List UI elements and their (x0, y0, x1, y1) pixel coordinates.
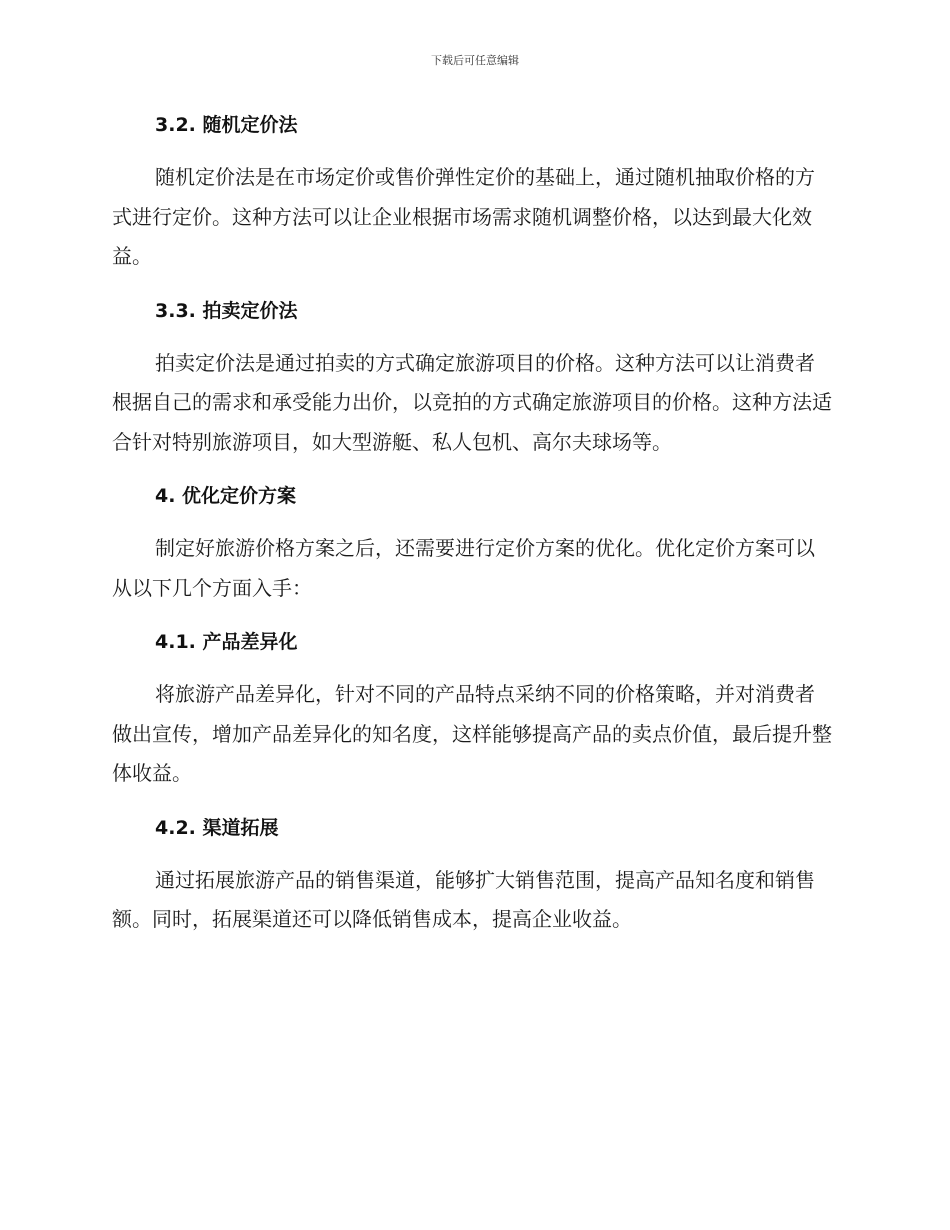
section-paragraph: 将旅游产品差异化，针对不同的产品特点采纳不同的价格策略，并对消费者做出宣传，增加产品差异化的知名度，这样能够提高产品的卖点价值，最后提升整体收益。 (112, 682, 832, 785)
section-product-differentiation (112, 627, 832, 813)
section-paragraph: 拍卖定价法是通过拍卖的方式确定旅游项目的价格。这种方法可以让消费者根据自己的需求和承受能力出价，以竞拍的方式确定旅游项目的价格。这种方法适合针对特别旅游项目，如大型游艇、私人包机、高尔夫球场等。 (112, 350, 832, 454)
section-random-pricing (112, 110, 832, 296)
section-heading: 4.2. 渠道拓展 (155, 816, 279, 839)
section-channel-expansion (112, 813, 832, 940)
section-paragraph: 制定好旅游价格方案之后，还需要进行定价方案的优化。优化定价方案可以从以下几个方面入手： (112, 536, 815, 600)
section-heading: 4. 优化定价方案 (155, 485, 297, 507)
page-header-note: 下载后可任意编辑 (431, 54, 519, 67)
section-heading: 4.1. 产品差异化 (155, 631, 298, 653)
section-paragraph: 通过拓展旅游产品的销售渠道，能够扩大销售范围，提高产品知名度和销售额。同时，拓展渠道还可以降低销售成本，提高企业收益。 (112, 867, 815, 931)
section-auction-pricing (112, 296, 832, 482)
section-paragraph: 随机定价法是在市场定价或售价弹性定价的基础上，通过随机抽取价格的方式进行定价。这种方法可以让企业根据市场需求随机调整价格，以达到最大化效益。 (112, 165, 815, 268)
section-heading: 3.2. 随机定价法 (155, 114, 298, 136)
section-optimize-pricing (112, 481, 832, 627)
section-heading: 3.3. 拍卖定价法 (155, 299, 298, 322)
document-body (112, 110, 832, 940)
